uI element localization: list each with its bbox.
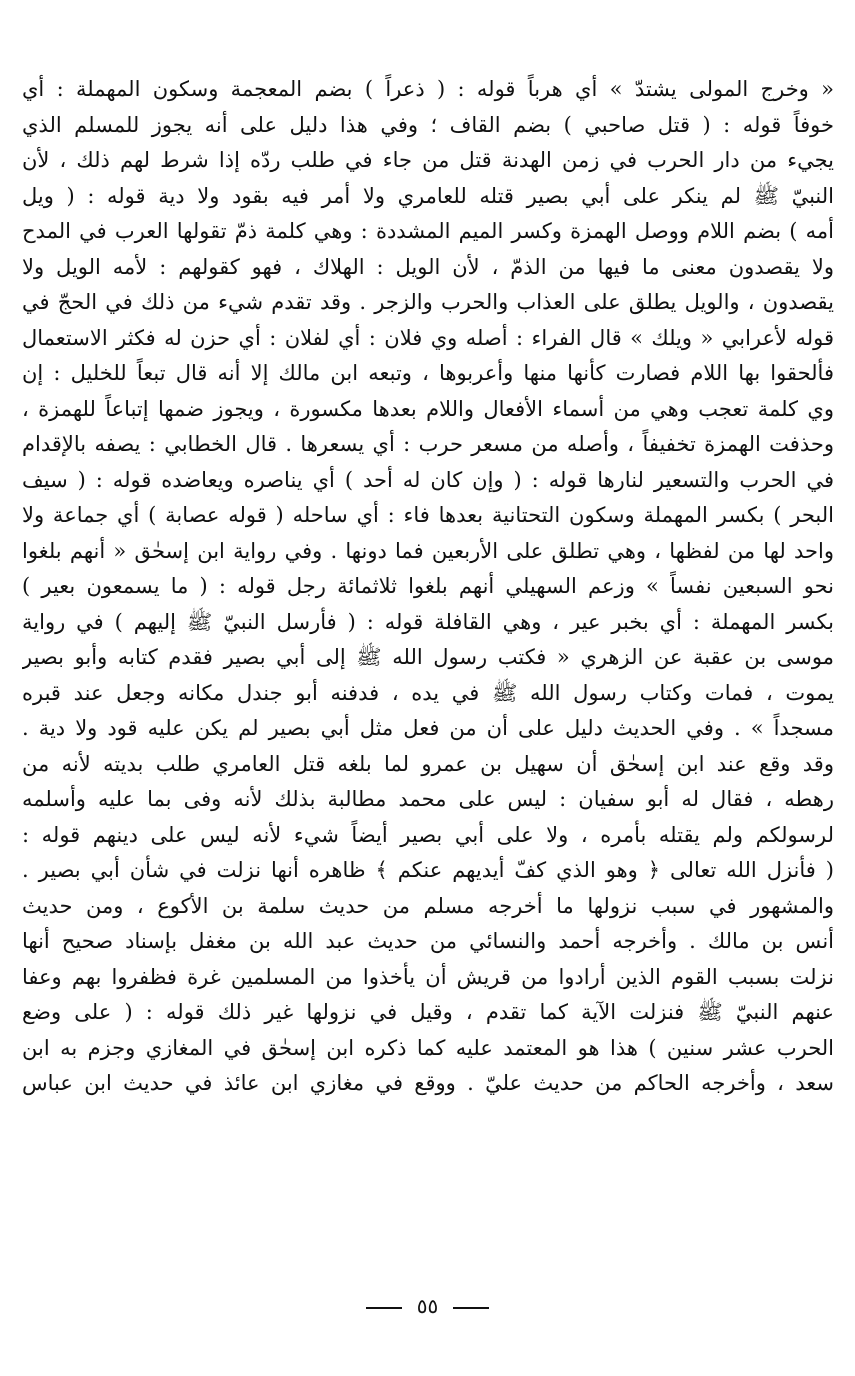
text-line: قوله لأعرابي « ويلك » قال الفراء : أصله وي فلان : أي لفلان : أي حزن له فكثر الاستعمال bbox=[22, 325, 834, 350]
text-line: سعد ، وأخرجه الحاكم من حديث عليّ . ووقع في مغازي ابن عائذ في حديث ابن عباس bbox=[22, 1071, 834, 1095]
page-number: ٥٥ bbox=[416, 1294, 439, 1318]
text-line: مسجداً » . وفي الحديث دليل على أن من فعل مثل أبي بصير لم يكن عليه قود ولا دية . bbox=[22, 716, 834, 740]
text-line: ولا يقصدون معنى ما فيها من الذمّ ، لأن الويل : الهلاك ، فهو كقولهم : لأمه الويل ولا bbox=[22, 254, 834, 279]
text-line: ( فأنزل الله تعالى ﴿ وهو الذي كفّ أيديهم عنكم ﴾ ظاهره أنها نزلت في شأن أبي بصير . bbox=[22, 858, 834, 882]
left-dash bbox=[366, 1307, 402, 1309]
page-number-footer bbox=[0, 1294, 855, 1318]
right-dash bbox=[453, 1307, 489, 1309]
text-line: عنهم النبيّ ﷺ فنزلت الآية كما تقدم ، وقيل في نزولها غير ذلك قوله : ( على وضع bbox=[22, 1000, 834, 1024]
text-line: أنس بن مالك . وأخرجه أحمد والنسائي من حديث عبد الله بن مغفل بإسناد صحيح أنها bbox=[22, 929, 834, 953]
text-line: وقد وقع عند ابن إسحٰق أن سهيل بن عمرو لما بلغه قتل العامري طلب بديته لأنه من bbox=[22, 751, 834, 776]
text-line: « وخرج المولى يشتدّ » أي هرباً قوله : ( ذعراً ) بضم المعجمة وسكون المهملة : أي bbox=[22, 77, 834, 101]
body-text bbox=[22, 72, 834, 1102]
text-line: خوفاً قوله : ( قتل صاحبي ) بضم القاف ؛ وفي هذا دليل على أنه يجوز للمسلم الذي bbox=[22, 112, 834, 137]
text-line: وي كلمة تعجب وهي من أسماء الأفعال واللام بعدها مكسورة ، ويجوز ضمها إتباعاً للهمزة ، bbox=[22, 396, 834, 421]
text-line: أمه ) بضم اللام ووصل الهمزة وكسر الميم المشددة : وهي كلمة ذمّ تقولها العرب في المدح bbox=[22, 219, 834, 243]
text-line: نحو السبعين نفساً » وزعم السهيلي أنهم بلغوا ثلاثمائة رجل قوله : ( ما يسمعون بعير ) bbox=[22, 574, 834, 598]
text-line: نزلت بسبب القوم الذين أرادوا من قريش أن يأخذوا من المسلمين غرة فظفروا بهم وعفا bbox=[22, 964, 834, 989]
text-line: بكسر المهملة : أي بخبر عير ، وهي القافلة قوله : ( فأرسل النبيّ ﷺ إليهم ) في رواية bbox=[22, 609, 834, 634]
text-line: والمشهور في سبب نزولها ما أخرجه مسلم من حديث سلمة بن الأكوع ، ومن حديث bbox=[22, 893, 834, 918]
text-line: فألحقوا بها اللام فصارت كأنها منها وأعربوها ، وتبعه ابن مالك إلا أنه قال تبعاً للخليل : إن bbox=[22, 361, 834, 385]
text-line: موسى بن عقبة عن الزهري « فكتب رسول الله ﷺ إلى أبي بصير فقدم كتابه وأبو بصير bbox=[22, 645, 834, 669]
text-line: وحذفت الهمزة تخفيفاً ، وأصله من مسعر حرب : أي يسعرها . قال الخطابي : يصفه بالإقدام bbox=[22, 432, 834, 456]
text-line: يجيء من دار الحرب في زمن الهدنة قتل من جاء في طلب ردّه إذا شرط لهم ذلك ، لأن bbox=[22, 148, 834, 172]
text-line: واحد لها من لفظها ، وهي تطلق على الأربعين فما دونها . وفي رواية ابن إسحٰق « أنهم بلغوا bbox=[22, 538, 834, 563]
text-line: لرسولكم ولم يقتله بأمره ، ولا على أبي بصير أيضاً شيء لأنه ليس على دينهم قوله : bbox=[22, 822, 834, 847]
text-line: رهطه ، فقال له أبو سفيان : ليس على محمد مطالبة بذلك لأنه وفى بما عليه وأسلمه bbox=[22, 787, 834, 811]
text-line: يقصدون ، والويل يطلق على العذاب والحرب والزجر . وقد تقدم شيء من ذلك في الحجّ في bbox=[22, 290, 834, 314]
text-line: النبيّ ﷺ لم ينكر على أبي بصير قتله للعامري ولا أمر فيه بقود ولا دية قوله : ( ويل bbox=[22, 183, 834, 208]
text-line: البحر ) بكسر المهملة وسكون التحتانية بعدها فاء : أي ساحله ( قوله عصابة ) أي جماعة ولا bbox=[22, 503, 834, 527]
text-line: يموت ، فمات وكتاب رسول الله ﷺ في يده ، فدفنه أبو جندل مكانه وجعل عند قبره bbox=[22, 680, 834, 705]
text-line: في الحرب والتسعير لنارها قوله : ( وإن كان له أحد ) أي يناصره ويعاضده قوله : ( سيف bbox=[22, 467, 834, 492]
text-line: الحرب عشر سنين ) هذا هو المعتمد عليه كما ذكره ابن إسحٰق في المغازي وجزم به ابن bbox=[22, 1035, 834, 1060]
